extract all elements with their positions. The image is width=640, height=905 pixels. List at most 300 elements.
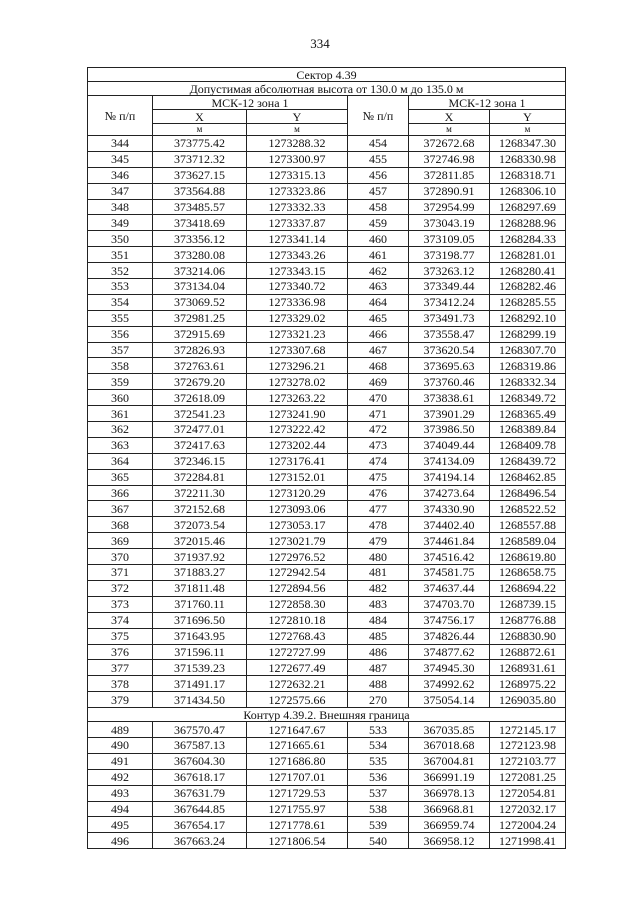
cell-y-left: 1271806.54: [247, 833, 348, 849]
table-row: [88, 580, 566, 596]
cell-y-right: 1269035.80: [490, 692, 566, 708]
cell-y-right: 1272123.98: [490, 737, 566, 753]
cell-np-right: 454: [348, 136, 409, 152]
cell-x-left: 373627.15: [153, 167, 247, 183]
cell-np-right: 488: [348, 676, 409, 692]
cell-y-right: 1268297.69: [490, 199, 566, 215]
cell-np-left: 369: [88, 533, 153, 549]
cell-y-right: 1268330.98: [490, 151, 566, 167]
cell-y-left: 1273341.14: [247, 231, 348, 247]
cell-np-left: 490: [88, 737, 153, 753]
cell-np-left: 371: [88, 565, 153, 581]
cell-y-right: 1268288.96: [490, 215, 566, 231]
cell-y-right: 1268307.70: [490, 342, 566, 358]
cell-y-right: 1268299.19: [490, 326, 566, 342]
sector-title: Сектор 4.39: [88, 68, 566, 82]
cell-y-left: 1271686.80: [247, 753, 348, 769]
cell-x-left: 371643.95: [153, 628, 247, 644]
cell-y-left: 1271707.01: [247, 769, 348, 785]
table-row: [88, 453, 566, 469]
table-row: [88, 517, 566, 533]
cell-x-right: 374992.62: [409, 676, 490, 692]
cell-np-right: 467: [348, 342, 409, 358]
cell-x-right: 373412.24: [409, 294, 490, 310]
cell-np-right: 462: [348, 263, 409, 279]
cell-np-left: 356: [88, 326, 153, 342]
cell-x-right: 373043.19: [409, 215, 490, 231]
cell-y-left: 1273300.97: [247, 151, 348, 167]
unit-y-left: м: [247, 124, 348, 136]
table-row: [88, 215, 566, 231]
cell-y-right: 1268285.55: [490, 294, 566, 310]
cell-y-left: 1273343.26: [247, 247, 348, 263]
cell-y-right: 1268349.72: [490, 390, 566, 406]
cell-x-left: 372073.54: [153, 517, 247, 533]
table-row: [88, 374, 566, 390]
cell-x-right: 373198.77: [409, 247, 490, 263]
cell-x-left: 372152.68: [153, 501, 247, 517]
cell-y-left: 1273296.21: [247, 358, 348, 374]
cell-np-right: 484: [348, 612, 409, 628]
cell-y-right: 1268439.72: [490, 453, 566, 469]
cell-y-left: 1272810.18: [247, 612, 348, 628]
unit-y-right: м: [490, 124, 566, 136]
cell-x-left: 367618.17: [153, 769, 247, 785]
cell-np-left: 377: [88, 660, 153, 676]
cell-y-right: 1268619.80: [490, 549, 566, 565]
cell-x-right: 372811.85: [409, 167, 490, 183]
cell-y-left: 1273120.29: [247, 485, 348, 501]
sector-rows: [88, 136, 566, 708]
table-row: [88, 263, 566, 279]
cell-x-right: 366958.12: [409, 833, 490, 849]
cell-x-right: 373838.61: [409, 390, 490, 406]
cell-np-left: 358: [88, 358, 153, 374]
cell-np-right: 458: [348, 199, 409, 215]
table-row: [88, 833, 566, 849]
cell-y-right: 1268280.41: [490, 263, 566, 279]
cell-x-right: 374461.84: [409, 533, 490, 549]
y-header-right: Y: [490, 110, 566, 124]
cell-y-right: 1268557.88: [490, 517, 566, 533]
cell-y-left: 1273053.17: [247, 517, 348, 533]
cell-x-right: 374402.40: [409, 517, 490, 533]
cell-x-right: 366991.19: [409, 769, 490, 785]
cell-np-right: 480: [348, 549, 409, 565]
cell-np-left: 373: [88, 596, 153, 612]
cell-y-right: 1268389.84: [490, 422, 566, 438]
cell-x-left: 373214.06: [153, 263, 247, 279]
cell-np-right: 463: [348, 279, 409, 295]
cell-np-right: 457: [348, 183, 409, 199]
cell-np-right: 476: [348, 485, 409, 501]
cell-x-left: 372763.61: [153, 358, 247, 374]
cell-y-right: 1272054.81: [490, 785, 566, 801]
cell-y-left: 1273176.41: [247, 453, 348, 469]
cell-x-left: 372981.25: [153, 310, 247, 326]
cell-x-left: 371883.27: [153, 565, 247, 581]
table-row: [88, 785, 566, 801]
cell-np-right: 540: [348, 833, 409, 849]
table-row: [88, 612, 566, 628]
cell-x-right: 366978.13: [409, 785, 490, 801]
cell-y-left: 1273321.23: [247, 326, 348, 342]
cell-x-right: 373349.44: [409, 279, 490, 295]
cell-y-right: 1272032.17: [490, 801, 566, 817]
cell-y-left: 1272575.66: [247, 692, 348, 708]
table-row: [88, 326, 566, 342]
cell-y-right: 1268347.30: [490, 136, 566, 152]
cell-np-right: 486: [348, 644, 409, 660]
page-number: 334: [310, 36, 330, 51]
cell-np-right: 534: [348, 737, 409, 753]
table-row: [88, 660, 566, 676]
cell-x-left: 373356.12: [153, 231, 247, 247]
cell-x-right: 367018.68: [409, 737, 490, 753]
cell-np-left: 355: [88, 310, 153, 326]
cell-x-left: 367570.47: [153, 722, 247, 738]
table-row: [88, 279, 566, 295]
cell-x-left: 371434.50: [153, 692, 247, 708]
cell-np-right: 455: [348, 151, 409, 167]
cell-x-right: 374273.64: [409, 485, 490, 501]
cell-x-left: 367587.13: [153, 737, 247, 753]
cell-np-left: 376: [88, 644, 153, 660]
cell-y-right: 1268282.46: [490, 279, 566, 295]
table-row: [88, 644, 566, 660]
table-row: [88, 549, 566, 565]
cell-np-right: 475: [348, 469, 409, 485]
cell-x-left: 372417.63: [153, 437, 247, 453]
cell-np-right: 537: [348, 785, 409, 801]
cell-y-right: 1268281.01: [490, 247, 566, 263]
cell-np-left: 359: [88, 374, 153, 390]
cell-np-left: 372: [88, 580, 153, 596]
cell-np-left: 352: [88, 263, 153, 279]
cell-y-right: 1268658.75: [490, 565, 566, 581]
cell-np-right: 533: [348, 722, 409, 738]
cell-x-right: 374581.75: [409, 565, 490, 581]
cell-np-left: 492: [88, 769, 153, 785]
cell-x-left: 373418.69: [153, 215, 247, 231]
cell-y-left: 1273307.68: [247, 342, 348, 358]
cell-y-left: 1271778.61: [247, 817, 348, 833]
cell-y-right: 1268872.61: [490, 644, 566, 660]
cell-x-left: 371539.23: [153, 660, 247, 676]
cell-np-right: 464: [348, 294, 409, 310]
cell-x-left: 371696.50: [153, 612, 247, 628]
cell-np-left: 491: [88, 753, 153, 769]
cell-x-right: 373558.47: [409, 326, 490, 342]
cell-np-right: 485: [348, 628, 409, 644]
table-row: [88, 533, 566, 549]
cell-y-left: 1273152.01: [247, 469, 348, 485]
cell-x-right: 374945.30: [409, 660, 490, 676]
table-row: [88, 722, 566, 738]
cell-np-right: 469: [348, 374, 409, 390]
cell-np-left: 364: [88, 453, 153, 469]
cell-x-left: 371596.11: [153, 644, 247, 660]
cell-x-left: 371760.11: [153, 596, 247, 612]
cell-y-left: 1273332.33: [247, 199, 348, 215]
cell-y-left: 1271665.61: [247, 737, 348, 753]
cell-x-left: 372015.46: [153, 533, 247, 549]
cell-np-left: 351: [88, 247, 153, 263]
cell-x-left: 373280.08: [153, 247, 247, 263]
cell-x-left: 372915.69: [153, 326, 247, 342]
cell-y-left: 1273337.87: [247, 215, 348, 231]
table-row: [88, 753, 566, 769]
cell-y-right: 1268318.71: [490, 167, 566, 183]
cell-x-right: 366959.74: [409, 817, 490, 833]
cell-np-right: 483: [348, 596, 409, 612]
cell-x-right: 374703.70: [409, 596, 490, 612]
cell-np-left: 350: [88, 231, 153, 247]
table-row: [88, 390, 566, 406]
cell-x-left: 372541.23: [153, 406, 247, 422]
cell-np-right: 470: [348, 390, 409, 406]
cell-np-right: 536: [348, 769, 409, 785]
cell-y-left: 1273263.22: [247, 390, 348, 406]
cell-x-right: 367035.85: [409, 722, 490, 738]
cell-y-right: 1268462.85: [490, 469, 566, 485]
cell-x-right: 374756.17: [409, 612, 490, 628]
cell-np-left: 344: [88, 136, 153, 152]
table-row: [88, 596, 566, 612]
cell-y-left: 1271755.97: [247, 801, 348, 817]
cell-x-right: 373620.54: [409, 342, 490, 358]
cell-x-left: 372211.30: [153, 485, 247, 501]
cell-np-left: 493: [88, 785, 153, 801]
cell-y-right: 1268694.22: [490, 580, 566, 596]
cell-np-right: 539: [348, 817, 409, 833]
cell-y-left: 1272632.21: [247, 676, 348, 692]
table-row: [88, 199, 566, 215]
cell-y-left: 1273222.42: [247, 422, 348, 438]
contour-title: Контур 4.39.2. Внешняя граница: [88, 708, 566, 722]
y-header-left: Y: [247, 110, 348, 124]
cell-x-right: 374134.09: [409, 453, 490, 469]
cell-np-left: 362: [88, 422, 153, 438]
x-header-right: X: [409, 110, 490, 124]
cell-x-right: 373491.73: [409, 310, 490, 326]
cell-x-left: 371491.17: [153, 676, 247, 692]
x-header-left: X: [153, 110, 247, 124]
table-row: [88, 151, 566, 167]
table-row: [88, 769, 566, 785]
cell-np-left: 365: [88, 469, 153, 485]
cell-y-right: 1268589.04: [490, 533, 566, 549]
cell-np-left: 370: [88, 549, 153, 565]
cell-x-right: 372672.68: [409, 136, 490, 152]
cell-np-left: 489: [88, 722, 153, 738]
table-row: [88, 676, 566, 692]
cell-y-right: 1268975.22: [490, 676, 566, 692]
cell-x-left: 372477.01: [153, 422, 247, 438]
cell-x-right: 373695.63: [409, 358, 490, 374]
cell-x-left: 372284.81: [153, 469, 247, 485]
table-row: [88, 247, 566, 263]
cell-y-right: 1268365.49: [490, 406, 566, 422]
table-row: [88, 422, 566, 438]
cell-y-left: 1272894.56: [247, 580, 348, 596]
cell-np-left: 361: [88, 406, 153, 422]
cell-x-left: 371811.48: [153, 580, 247, 596]
cell-np-left: 345: [88, 151, 153, 167]
cell-np-left: 349: [88, 215, 153, 231]
cell-y-left: 1273315.13: [247, 167, 348, 183]
cell-np-left: 495: [88, 817, 153, 833]
table-row: [88, 358, 566, 374]
cell-y-right: 1268332.34: [490, 374, 566, 390]
cell-y-left: 1273340.72: [247, 279, 348, 295]
table-row: [88, 485, 566, 501]
cell-np-left: 374: [88, 612, 153, 628]
zone-header-left: МСК-12 зона 1: [153, 96, 348, 110]
cell-x-left: 372346.15: [153, 453, 247, 469]
table-row: [88, 817, 566, 833]
cell-x-right: 374330.90: [409, 501, 490, 517]
zone-header-right: МСК-12 зона 1: [409, 96, 566, 110]
cell-x-right: 372954.99: [409, 199, 490, 215]
cell-y-left: 1271647.67: [247, 722, 348, 738]
cell-y-left: 1273343.15: [247, 263, 348, 279]
cell-y-left: 1273278.02: [247, 374, 348, 390]
cell-y-right: 1268776.88: [490, 612, 566, 628]
cell-x-right: 374516.42: [409, 549, 490, 565]
altitude-title: Допустимая абсолютная высота от 130.0 м до 135.0 м: [88, 82, 566, 96]
cell-y-right: 1268522.52: [490, 501, 566, 517]
cell-x-right: 373986.50: [409, 422, 490, 438]
table-row: [88, 342, 566, 358]
table-row: [88, 167, 566, 183]
cell-x-left: 373485.57: [153, 199, 247, 215]
cell-np-left: 375: [88, 628, 153, 644]
cell-y-left: 1271729.53: [247, 785, 348, 801]
cell-x-right: 375054.14: [409, 692, 490, 708]
cell-y-right: 1268496.54: [490, 485, 566, 501]
cell-x-left: 373134.04: [153, 279, 247, 295]
cell-x-left: 373069.52: [153, 294, 247, 310]
table-row: [88, 406, 566, 422]
cell-np-left: 357: [88, 342, 153, 358]
cell-y-right: 1272103.77: [490, 753, 566, 769]
cell-y-right: 1268319.86: [490, 358, 566, 374]
cell-y-left: 1273329.02: [247, 310, 348, 326]
cell-y-right: 1268830.90: [490, 628, 566, 644]
cell-np-right: 471: [348, 406, 409, 422]
cell-x-right: 372746.98: [409, 151, 490, 167]
cell-np-left: 366: [88, 485, 153, 501]
cell-y-left: 1273336.98: [247, 294, 348, 310]
cell-y-left: 1272768.43: [247, 628, 348, 644]
cell-x-left: 373564.88: [153, 183, 247, 199]
cell-x-right: 373760.46: [409, 374, 490, 390]
cell-y-left: 1272858.30: [247, 596, 348, 612]
np-header-left: № п/п: [88, 96, 153, 136]
cell-y-right: 1268931.61: [490, 660, 566, 676]
cell-x-right: 366968.81: [409, 801, 490, 817]
cell-np-right: 538: [348, 801, 409, 817]
coordinates-table: [87, 67, 566, 849]
cell-np-right: 472: [348, 422, 409, 438]
unit-x-right: м: [409, 124, 490, 136]
cell-np-left: 494: [88, 801, 153, 817]
table-row: [88, 801, 566, 817]
cell-y-left: 1272677.49: [247, 660, 348, 676]
cell-x-right: 372890.91: [409, 183, 490, 199]
cell-x-right: 367004.81: [409, 753, 490, 769]
cell-np-right: 461: [348, 247, 409, 263]
cell-np-left: 367: [88, 501, 153, 517]
cell-np-right: 460: [348, 231, 409, 247]
cell-np-right: 481: [348, 565, 409, 581]
cell-y-right: 1271998.41: [490, 833, 566, 849]
unit-x-left: м: [153, 124, 247, 136]
cell-np-left: 353: [88, 279, 153, 295]
cell-y-left: 1273241.90: [247, 406, 348, 422]
np-header-right: № п/п: [348, 96, 409, 136]
cell-np-left: 496: [88, 833, 153, 849]
table-row: [88, 737, 566, 753]
cell-np-right: 473: [348, 437, 409, 453]
cell-np-right: 474: [348, 453, 409, 469]
table-row: [88, 628, 566, 644]
cell-y-left: 1273093.06: [247, 501, 348, 517]
cell-np-left: 379: [88, 692, 153, 708]
cell-x-left: 367663.24: [153, 833, 247, 849]
cell-np-left: 347: [88, 183, 153, 199]
cell-y-right: 1272004.24: [490, 817, 566, 833]
cell-x-left: 372618.09: [153, 390, 247, 406]
cell-y-right: 1268409.78: [490, 437, 566, 453]
cell-y-right: 1272081.25: [490, 769, 566, 785]
cell-x-left: 367644.85: [153, 801, 247, 817]
cell-np-left: 368: [88, 517, 153, 533]
cell-np-left: 348: [88, 199, 153, 215]
cell-x-left: 372826.93: [153, 342, 247, 358]
cell-np-right: 487: [348, 660, 409, 676]
cell-np-right: 482: [348, 580, 409, 596]
table-row: [88, 692, 566, 708]
table-row: [88, 469, 566, 485]
cell-y-left: 1273288.32: [247, 136, 348, 152]
cell-x-right: 374194.14: [409, 469, 490, 485]
cell-np-left: 346: [88, 167, 153, 183]
cell-x-right: 374877.62: [409, 644, 490, 660]
cell-x-left: 373712.32: [153, 151, 247, 167]
cell-x-left: 367604.30: [153, 753, 247, 769]
cell-np-right: 459: [348, 215, 409, 231]
contour-rows: [88, 722, 566, 849]
table-row: [88, 565, 566, 581]
table-row: [88, 136, 566, 152]
cell-np-right: 478: [348, 517, 409, 533]
cell-x-right: 374049.44: [409, 437, 490, 453]
cell-np-left: 363: [88, 437, 153, 453]
cell-np-right: 535: [348, 753, 409, 769]
cell-np-left: 378: [88, 676, 153, 692]
table-row: [88, 231, 566, 247]
cell-y-right: 1268739.15: [490, 596, 566, 612]
cell-x-right: 373109.05: [409, 231, 490, 247]
table-row: [88, 437, 566, 453]
cell-y-right: 1268284.33: [490, 231, 566, 247]
cell-y-left: 1273323.86: [247, 183, 348, 199]
cell-x-left: 367654.17: [153, 817, 247, 833]
cell-np-left: 360: [88, 390, 153, 406]
cell-y-right: 1268306.10: [490, 183, 566, 199]
